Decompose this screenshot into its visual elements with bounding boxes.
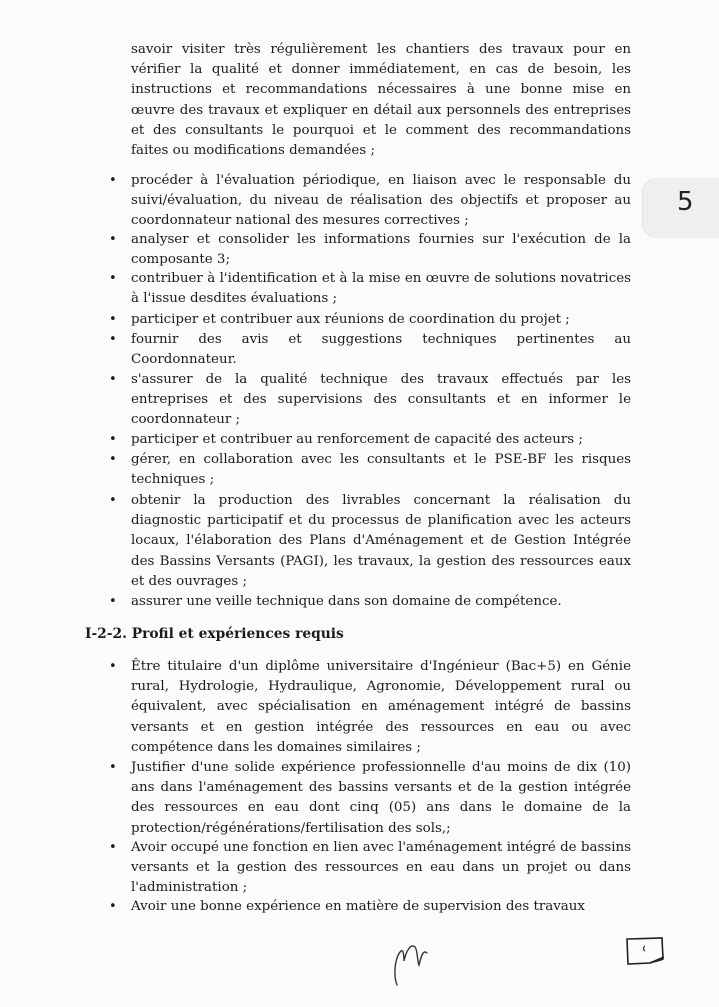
bullet-icon: • [109, 760, 117, 775]
bullet-icon: • [109, 452, 117, 467]
intro-paragraph: savoir visiter très régulièrement les chantiers des travaux pour en vérifier la qualité et donner immédiatement, en cas de besoin, les instructions et recommandations nécessaires à une bonne mise en œuvre des travaux et expliquer en détail aux personnels des entreprises et des consultants le pourquoi et le comment des recommandations faites ou modifications demandées ; [131, 42, 631, 159]
bullet-icon: • [109, 493, 117, 508]
list-item: • procéder à l'évaluation périodique, en liaison avec le responsable du suivi/évaluation, du niveau de réalisation des objectifs et proposer au coordonnateur national des mesures correctives ; [109, 173, 631, 229]
bullet-icon: • [109, 594, 117, 609]
page-tab-number: 5 [677, 187, 694, 217]
bullet-icon: • [109, 173, 117, 188]
list-item: • assurer une veille technique dans son domaine de compétence. [131, 592, 631, 612]
list-item: • obtenir la production des livrables concernant la réalisation du diagnostic participatif et du processus de planification avec les acteurs locaux, l'élaboration des Plans d'Aménagement et de Gestion Intégrée des Bassins Versants (PAGI), les travaux, la gestion des ressources eaux et des ouvrages ; [109, 493, 631, 589]
list-item: • participer et contribuer au renforcement de capacité des acteurs ; [131, 430, 631, 450]
bullet-icon: • [109, 312, 117, 327]
list-item: • s'assurer de la qualité technique des travaux effectués par les entreprises et des supervisions des consultants et en informer le coordonnateur ; [109, 372, 631, 428]
list-item: • participer et contribuer aux réunions de coordination du projet ; [131, 310, 631, 330]
section-heading: I-2-2. Profil et expériences requis [85, 626, 344, 642]
list-item: • contribuer à l'identification et à la mise en œuvre de solutions novatrices à l'issue desdites évaluations ; [109, 271, 631, 307]
list-item: • Avoir une bonne expérience en matière de supervision des travaux [131, 897, 631, 917]
list-item: • gérer, en collaboration avec les consultants et le PSE-BF les risques techniques ; [109, 452, 631, 488]
bullet-icon: • [109, 232, 117, 247]
bullet-icon: • [109, 432, 117, 447]
bullet-icon: • [109, 840, 117, 855]
list-item: • Avoir occupé une fonction en lien avec l'aménagement intégré de bassins versants et la gestion des ressources en eau dans un projet ou dans l'administration ; [109, 840, 631, 896]
initials-signature [385, 935, 435, 990]
list-item: • analyser et consolider les informations fournies sur l'exécution de la composante 3; [109, 232, 631, 268]
list-item: • Être titulaire d'un diplôme universitaire d'Ingénieur (Bac+5) en Génie rural, Hydrologie, Hydraulique, Agronomie, Développement rural ou équivalent, avec spécialisation en aménagement intégré de bassins versants et en gestion intégrée des ressources en eau ou avec compétence dans les domaines similaires ; [109, 659, 631, 755]
bullet-icon: • [109, 271, 117, 286]
list-item: • Justifier d'une solide expérience professionnelle d'au moins de dix (10) ans dans l'aménagement des bassins versants et de la gestion intégrée des ressources en eau dont cinq (05) ans dans le domaine de la protection/régénérations/fertilisation des sols,; [109, 760, 631, 836]
bullet-icon: • [109, 372, 117, 387]
page-number-box [624, 935, 668, 969]
list-item: • fournir des avis et suggestions techniques pertinentes au Coordonnateur. [109, 332, 631, 368]
bullet-icon: • [109, 332, 117, 347]
bullet-icon: • [109, 899, 117, 914]
bullet-icon: • [109, 659, 117, 674]
